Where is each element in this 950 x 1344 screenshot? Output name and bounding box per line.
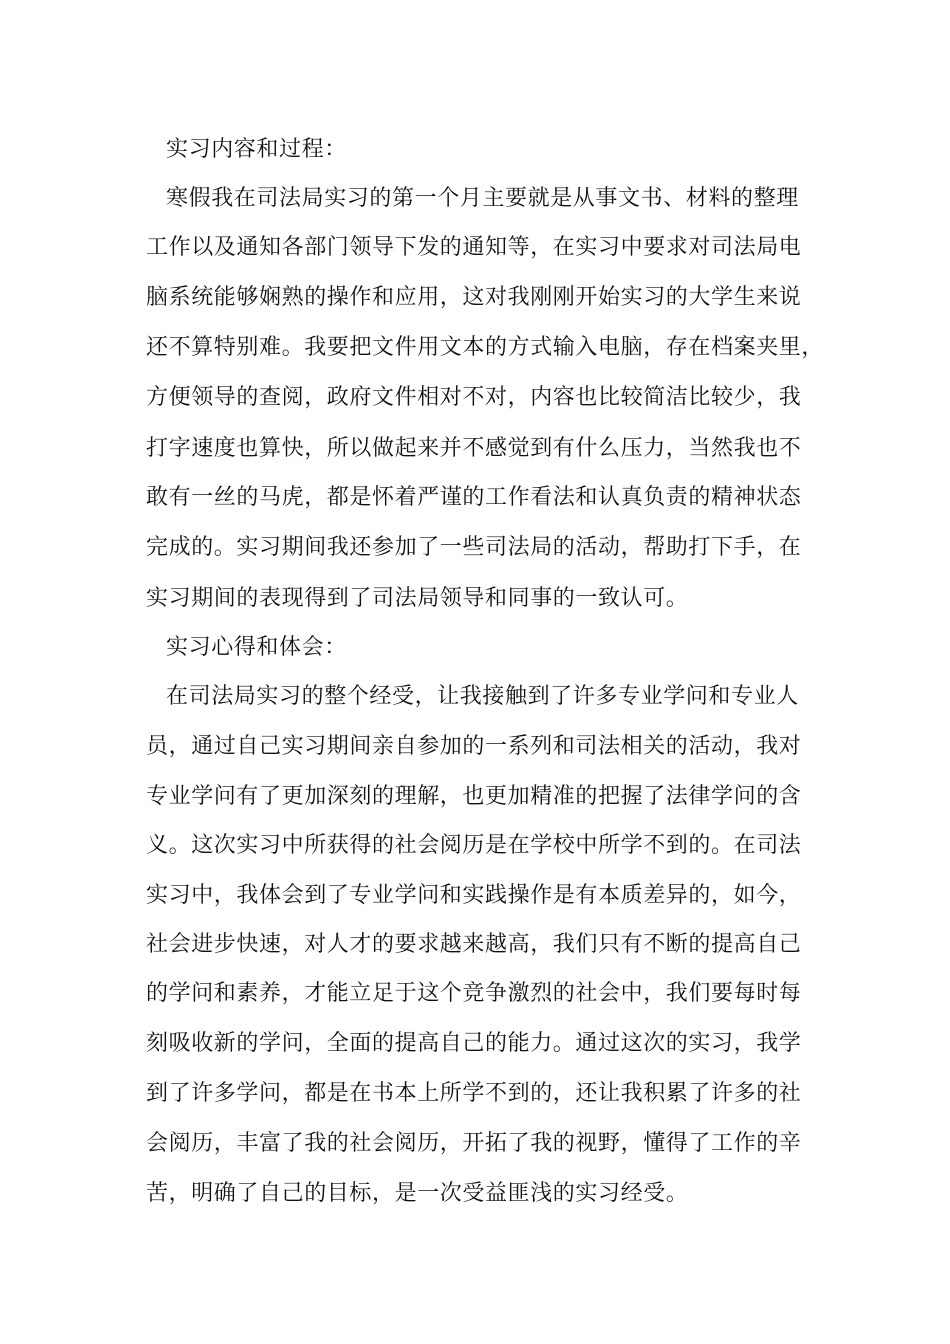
paragraph-line: 打字速度也算快，所以做起来并不感觉到有什么压力，当然我也不	[146, 436, 802, 461]
section-heading-internship-reflection: 实习心得和体会：	[166, 635, 347, 660]
paragraph-line: 社会进步快速，对人才的要求越来越高，我们只有不断的提高自己	[146, 932, 802, 957]
paragraph-line: 完成的。实习期间我还参加了一些司法局的活动，帮助打下手，在	[146, 535, 802, 560]
paragraph-line: 的学问和素养，才能立足于这个竞争激烈的社会中，我们要每时每	[146, 981, 802, 1006]
paragraph-line: 还不算特别难。我要把文件用文本的方式输入电脑，存在档案夹里，	[146, 335, 825, 360]
section-heading-internship-content: 实习内容和过程：	[166, 137, 347, 162]
paragraph-line: 刻吸收新的学问，全面的提高自己的能力。通过这次的实习，我学	[146, 1031, 802, 1056]
paragraph-line: 工作以及通知各部门领导下发的通知等，在实习中要求对司法局电	[146, 235, 802, 260]
paragraph-line: 到了许多学问，都是在书本上所学不到的，还让我积累了许多的社	[146, 1081, 802, 1106]
paragraph-line: 在司法局实习的整个经受，让我接触到了许多专业学问和专业人	[166, 684, 799, 709]
paragraph-line: 会阅历，丰富了我的社会阅历，开拓了我的视野，懂得了工作的辛	[146, 1131, 802, 1156]
paragraph-line: 脑系统能够娴熟的操作和应用，这对我刚刚开始实习的大学生来说	[146, 285, 802, 310]
paragraph-line: 方便领导的查阅，政府文件相对不对，内容也比较简洁比较少，我	[146, 385, 802, 410]
paragraph-line: 义。这次实习中所获得的社会阅历是在学校中所学不到的。在司法	[146, 833, 802, 858]
paragraph-line: 寒假我在司法局实习的第一个月主要就是从事文书、材料的整理	[166, 186, 799, 211]
paragraph-line: 专业学问有了更加深刻的理解，也更加精准的把握了法律学问的含	[146, 784, 802, 809]
paragraph-line: 实习期间的表现得到了司法局领导和同事的一致认可。	[146, 586, 689, 611]
paragraph-line: 敢有一丝的马虎，都是怀着严谨的工作看法和认真负责的精神状态	[146, 485, 802, 510]
paragraph-line: 员，通过自己实习期间亲自参加的一系列和司法相关的活动，我对	[146, 734, 802, 759]
paragraph-line: 实习中，我体会到了专业学问和实践操作是有本质差异的，如今，	[146, 883, 802, 908]
paragraph-line: 苦，明确了自己的目标，是一次受益匪浅的实习经受。	[146, 1181, 689, 1206]
